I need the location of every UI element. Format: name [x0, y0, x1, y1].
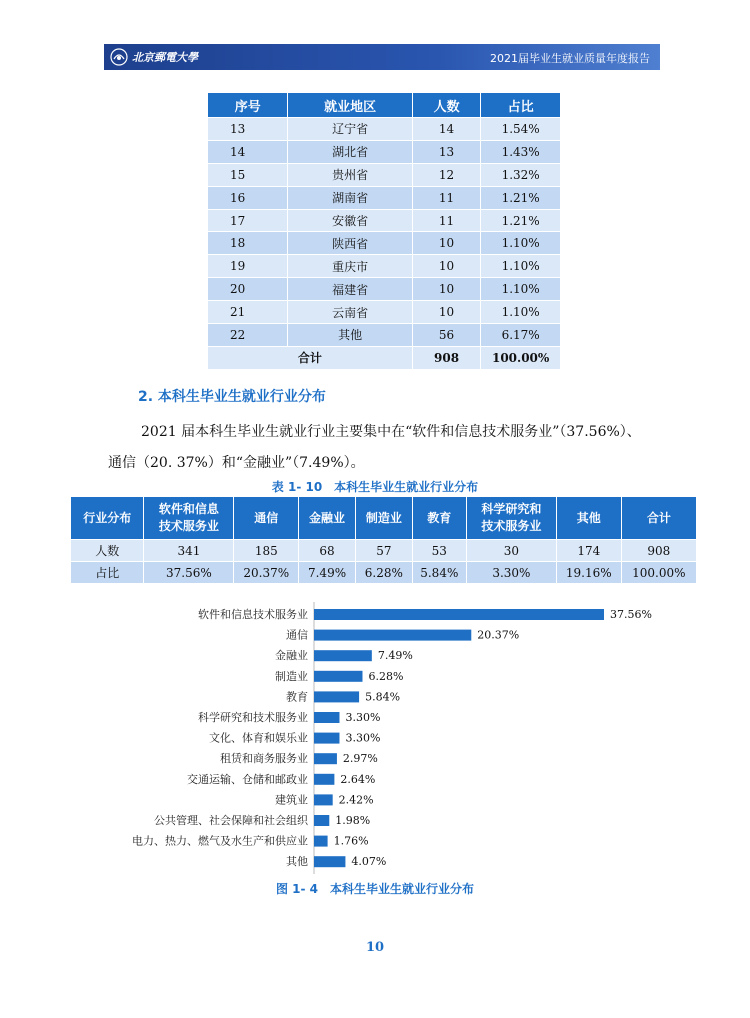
industry-table — [70, 496, 697, 584]
row-no: 15 — [208, 163, 288, 186]
data-label: 20.37% — [477, 628, 520, 642]
section-heading: 2. 本科生毕业生就业行业分布 — [138, 389, 326, 405]
bar — [314, 691, 359, 702]
page-header — [104, 44, 660, 70]
table-caption: 表 1- 10 本科生毕业生就业行业分布 — [271, 480, 479, 494]
row-count: 10 — [412, 232, 480, 255]
row-count: 10 — [412, 278, 480, 301]
category-label: 通信 — [286, 628, 308, 642]
industry-col-header: 行业分布 — [71, 497, 144, 540]
total-label: 合计 — [208, 346, 413, 369]
table-row — [208, 118, 561, 141]
row-no: 14 — [208, 140, 288, 163]
category-label: 交通运输、仓储和邮政业 — [187, 772, 308, 786]
category-label: 其他 — [286, 855, 308, 869]
row-pct: 1.54% — [481, 118, 561, 141]
table-row — [208, 324, 561, 347]
table-row — [208, 301, 561, 324]
bar — [314, 733, 339, 744]
row-no: 17 — [208, 209, 288, 232]
data-label: 4.07% — [351, 855, 387, 869]
category-label: 科学研究和技术服务业 — [198, 711, 308, 724]
region-table — [207, 92, 561, 370]
row-no: 18 — [208, 232, 288, 255]
row-area: 贵州省 — [288, 163, 412, 186]
chart-svg — [0, 600, 750, 880]
row-no: 13 — [208, 118, 288, 141]
data-label: 1.76% — [333, 834, 369, 848]
row-area: 安徽省 — [288, 209, 412, 232]
data-label: 6.28% — [368, 669, 404, 683]
total-count: 908 — [412, 346, 480, 369]
data-label: 2.64% — [340, 772, 376, 786]
category-label: 金融业 — [275, 649, 308, 663]
data-label: 7.49% — [377, 649, 413, 663]
bar — [314, 609, 604, 620]
bar — [314, 630, 471, 641]
industry-col-header: 合计 — [621, 497, 696, 540]
bar — [314, 671, 362, 682]
industry-pct-row — [71, 562, 697, 584]
col-header-pct: 占比 — [481, 93, 561, 118]
bar — [314, 650, 372, 661]
table-cell: 174 — [556, 540, 621, 562]
row-pct: 1.10% — [481, 278, 561, 301]
university-logo — [110, 47, 228, 67]
row-area: 湖北省 — [288, 140, 412, 163]
row-count: 13 — [412, 140, 480, 163]
table-cell: 68 — [299, 540, 356, 562]
industry-col-header: 其他 — [556, 497, 621, 540]
emblem-icon — [110, 48, 128, 66]
table-cell: 7.49% — [299, 562, 356, 584]
table-row — [208, 278, 561, 301]
table-cell: 6.28% — [355, 562, 412, 584]
bar — [314, 836, 328, 847]
logo-text: 北京郵電大學 — [132, 51, 198, 64]
table-row — [208, 255, 561, 278]
page-number: 10 — [365, 940, 385, 955]
data-label: 2.42% — [338, 793, 374, 807]
row-area: 福建省 — [288, 278, 412, 301]
row-area: 其他 — [288, 324, 412, 347]
industry-count-row — [71, 540, 697, 562]
row-count: 11 — [412, 209, 480, 232]
bar — [314, 712, 339, 723]
col-header-no: 序号 — [208, 93, 288, 118]
row-header: 占比 — [71, 562, 144, 584]
region-table-header — [208, 93, 561, 118]
table-cell: 57 — [355, 540, 412, 562]
row-no: 21 — [208, 301, 288, 324]
bar — [314, 856, 345, 867]
bar — [314, 753, 337, 764]
data-label: 2.97% — [342, 752, 378, 766]
category-label: 公共管理、社会保障和社会组织 — [154, 814, 308, 827]
row-pct: 6.17% — [481, 324, 561, 347]
row-area: 辽宁省 — [288, 118, 412, 141]
region-total-row — [208, 346, 561, 369]
category-label: 租赁和商务服务业 — [220, 752, 308, 766]
row-no: 20 — [208, 278, 288, 301]
industry-col-header: 科学研究和 技术服务业 — [466, 497, 556, 540]
row-count: 10 — [412, 301, 480, 324]
row-pct: 1.21% — [481, 209, 561, 232]
row-count: 56 — [412, 324, 480, 347]
row-count: 11 — [412, 186, 480, 209]
bar — [314, 774, 334, 785]
industry-col-header: 通信 — [234, 497, 299, 540]
table-row — [208, 186, 561, 209]
table-cell: 341 — [144, 540, 234, 562]
category-label: 建筑业 — [275, 793, 308, 807]
row-count: 14 — [412, 118, 480, 141]
row-area: 重庆市 — [288, 255, 412, 278]
row-pct: 1.10% — [481, 255, 561, 278]
row-pct: 1.10% — [481, 301, 561, 324]
row-no: 16 — [208, 186, 288, 209]
data-label: 3.30% — [345, 711, 381, 724]
industry-col-header: 制造业 — [355, 497, 412, 540]
row-area: 云南省 — [288, 301, 412, 324]
total-pct: 100.00% — [481, 346, 561, 369]
figure-caption: 图 1- 4 本科生毕业生就业行业分布 — [275, 882, 475, 896]
row-no: 22 — [208, 324, 288, 347]
row-count: 10 — [412, 255, 480, 278]
bar — [314, 815, 329, 826]
category-label: 文化、体育和娱乐业 — [209, 731, 308, 745]
table-cell: 19.16% — [556, 562, 621, 584]
category-label: 软件和信息技术服务业 — [198, 608, 308, 621]
table-cell: 3.30% — [466, 562, 556, 584]
category-label: 电力、热力、燃气及水生产和供应业 — [132, 834, 308, 848]
table-row — [208, 163, 561, 186]
table-cell: 5.84% — [412, 562, 466, 584]
industry-col-header: 软件和信息 技术服务业 — [144, 497, 234, 540]
industry-bar-chart — [0, 600, 750, 880]
data-label: 1.98% — [335, 814, 371, 827]
industry-col-header: 金融业 — [299, 497, 356, 540]
row-pct: 1.10% — [481, 232, 561, 255]
table-cell: 185 — [234, 540, 299, 562]
table-cell: 37.56% — [144, 562, 234, 584]
row-pct: 1.21% — [481, 186, 561, 209]
row-area: 湖南省 — [288, 186, 412, 209]
category-label: 教育 — [286, 690, 308, 704]
table-cell: 20.37% — [234, 562, 299, 584]
body-paragraph-line1: 2021 届本科生毕业生就业行业主要集中在“软件和信息技术服务业”（37.56%）、 — [141, 424, 641, 440]
industry-col-header: 教育 — [412, 497, 466, 540]
data-label: 3.30% — [345, 731, 381, 745]
col-header-area: 就业地区 — [288, 93, 412, 118]
table-cell: 100.00% — [621, 562, 696, 584]
table-cell: 53 — [412, 540, 466, 562]
table-cell: 30 — [466, 540, 556, 562]
row-area: 陕西省 — [288, 232, 412, 255]
industry-table-header — [71, 497, 697, 540]
table-row — [208, 209, 561, 232]
row-pct: 1.32% — [481, 163, 561, 186]
table-row — [208, 140, 561, 163]
category-label: 制造业 — [275, 669, 308, 683]
row-count: 12 — [412, 163, 480, 186]
table-cell: 908 — [621, 540, 696, 562]
bar — [314, 794, 333, 805]
report-title: 2021届毕业生就业质量年度报告 — [490, 52, 650, 65]
row-pct: 1.43% — [481, 140, 561, 163]
row-header: 人数 — [71, 540, 144, 562]
table-row — [208, 232, 561, 255]
data-label: 37.56% — [610, 608, 652, 621]
data-label: 5.84% — [365, 690, 401, 704]
col-header-count: 人数 — [412, 93, 480, 118]
body-paragraph-line2: 通信（20. 37%）和“金融业”（7.49%）。 — [108, 455, 365, 471]
row-no: 19 — [208, 255, 288, 278]
